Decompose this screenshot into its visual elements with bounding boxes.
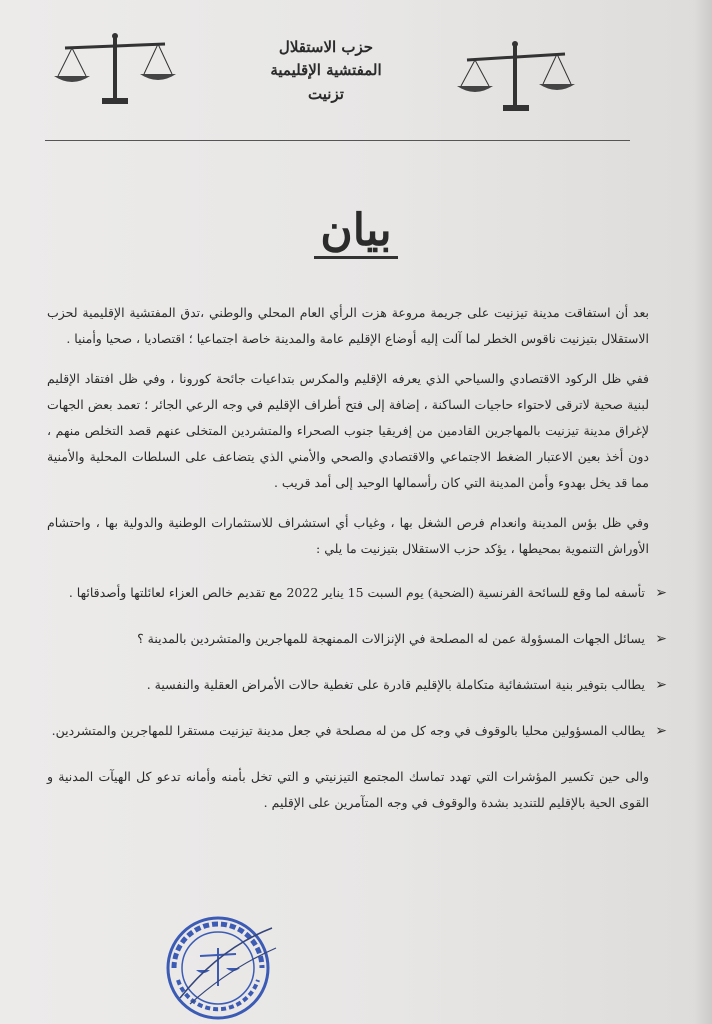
document-title	[0, 205, 712, 256]
position-paragraph: وفي ظل بؤس المدينة وانعدام فرص الشغل بها ، وغياب أي استشراف للاستثمارات الوطنية والدولية بها ، واحتشام الأوراش التنموية بمحيطها ، يؤكد حزب الاستقلال بتيزنيت ما يلي :	[47, 515, 649, 556]
list-item	[47, 672, 667, 698]
header-divider	[45, 140, 630, 141]
title-text: بيان	[314, 205, 397, 259]
closing-paragraph: والى حين تكسير المؤشرات التي تهدد تماسك المجتمع التيزنيتي و التي تخل بأمنه وأمانه تدعو كل الهيآت المدنية و القوى الحية بالإقليم للتنديد بشدة والوقوف في وجه المتآمرين على الإقليم .	[47, 769, 649, 810]
context-paragraph: ففي ظل الركود الاقتصادي والسياحي الذي يعرفه الإقليم والمكرس بتداعيات جائحة كورونا ، وفي ظل افتقاد الإقليم لبنية صحية لاترقى لاحتواء حاجيات الساكنة ، إضافة إلى فتح أطراف الإقليم في وجه الرعي الجائر ؛ تعمد بعض الجهات لإغراق مدينة تيزنيت بالمهاجرين القادمين من إفريقيا جنوب الصحراء والمتشردين المتخلى عنهم قصد التخلص منهم ، دون أخذ بعين الاعتبار الضغط الاجتماعي والاقتصادي والصحي والأمني الذي يتضاعف على السلطات المحلية والأمنية مما قد يخل بهدوء وأمن المدينة التي كان رأسمالها الوحيد إلى أمد قريب .	[47, 371, 649, 490]
list-item-text: يطالب بتوفير بنية استشفائية متكاملة بالإقليم قادرة على تغطية حالات الأمراض العقلية والنفسية .	[146, 677, 645, 692]
list-item	[47, 580, 667, 606]
list-item	[47, 718, 667, 744]
check-arrow-icon: ➢	[655, 677, 667, 693]
scales-of-justice-icon	[50, 30, 180, 108]
check-arrow-icon: ➢	[655, 585, 667, 601]
demands-list	[47, 580, 667, 744]
check-arrow-icon: ➢	[655, 631, 667, 647]
list-item-text: يسائل الجهات المسؤولة عمن له المصلحة في الإنزالات الممنهجة للمهاجرين والمتشردين بالمدينة ؟	[137, 631, 645, 646]
list-item-text: تأسفه لما وقع للسائحة الفرنسية (الضحية) يوم السبت 15 يناير 2022 مع تقديم خالص العزاء لعائلتها وأصدقائها .	[68, 585, 645, 600]
city-name: تزنيت	[308, 85, 344, 103]
inspectorate-name: المفتشية الإقليمية	[270, 61, 382, 79]
intro-paragraph: بعد أن استفاقت مدينة تيزنيت على جريمة مروعة هزت الرأي العام المحلي والوطني ،تدق المفتشية الإقليمية لحزب الاستقلال بتيزنيت ناقوس الخطر لما آلت إليه أوضاع الإقليم عامة والمدينة خاصة اجتماعيا ؛ اقتصاديا ، صحيا وأمنيا .	[47, 305, 649, 346]
page-edge	[694, 0, 712, 1024]
party-name: حزب الاستقلال	[278, 38, 374, 56]
party-stamp	[160, 908, 280, 1024]
check-arrow-icon: ➢	[655, 723, 667, 739]
statement-body	[47, 300, 667, 830]
scales-of-justice-icon	[455, 38, 580, 114]
list-item	[47, 626, 667, 652]
header-block	[270, 36, 382, 106]
list-item-text: يطالب المسؤولين محليا بالوقوف في وجه كل من له مصلحة في جعل مدينة تيزنيت مستقرا للمهاجرين والمتشردين.	[51, 723, 645, 738]
